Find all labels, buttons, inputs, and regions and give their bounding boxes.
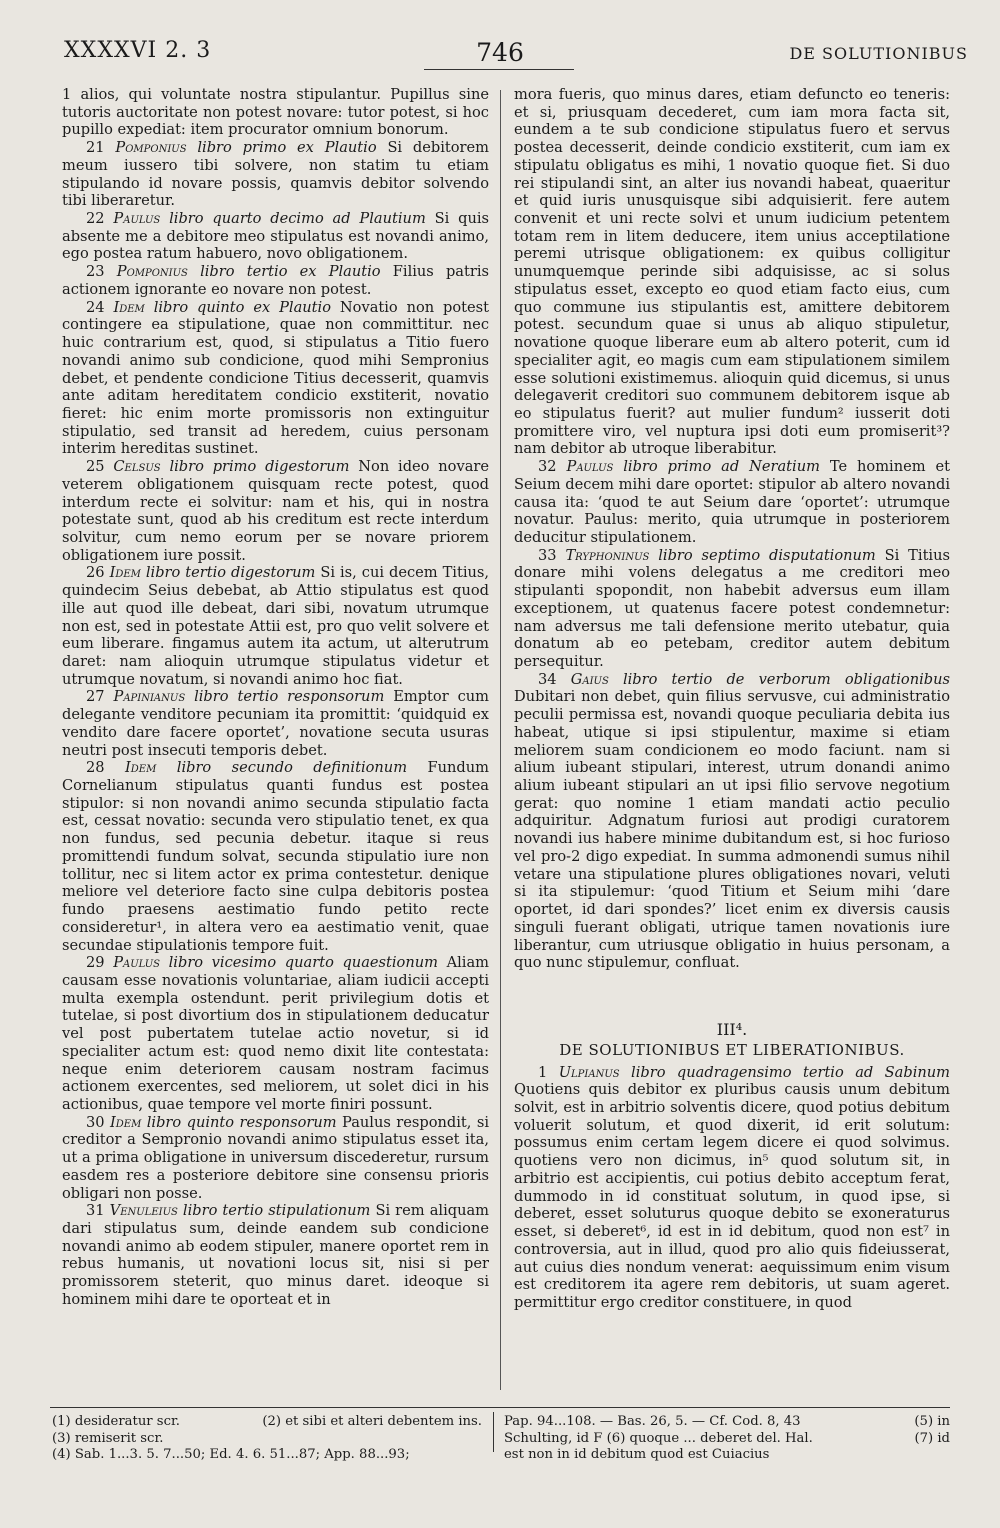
fragment-author: Paulus <box>113 210 161 228</box>
fragment-number: 22 <box>86 210 105 228</box>
footnote-text: Schulting, id F (6) quoque ... deberet del. Hal. <box>504 1430 813 1446</box>
fragment-paragraph <box>62 564 489 688</box>
fragment-source: libro tertio de verborum obligationibus <box>622 670 951 688</box>
fragment-number: 30 <box>86 1113 105 1131</box>
fragment-author: Idem <box>109 564 141 582</box>
fragment-text: Non ideo novare veterem obligationem quisquam recte potest, quod interdum recte ei solvitur: nam et his, qui in nostra potestate sunt, quod ab his creditum est recte interdum solvitur, cum nemo eorum per se novare priorem obligationem iure possit. <box>62 458 490 564</box>
fragment-number: 28 <box>86 759 105 777</box>
fragment-author: Tryphoninus <box>565 546 650 564</box>
footnote-line <box>504 1431 950 1448</box>
footnote-text: (2) et sibi et alteri debentem ins. <box>262 1414 482 1429</box>
footnote-line <box>504 1447 950 1464</box>
footnote-line <box>52 1447 482 1464</box>
fragment-source: libro vicesimo quarto quaestionum <box>168 954 438 972</box>
fragment-text: Si debitorem meum iussero tibi solvere, non statim tu etiam stipulando id novare possis, quamvis debitor solvendo tibi liberaretur. <box>62 139 489 210</box>
fragment-paragraph <box>62 263 489 298</box>
fragment-source: libro tertio stipulationum <box>182 1202 371 1220</box>
fragment-author: Celsus <box>113 458 161 476</box>
fragment-number: 33 <box>538 546 557 564</box>
footnote-text: Pap. 94...108. — Bas. 26, 5. — Cf. Cod. 8, 43 <box>504 1414 801 1429</box>
fragment-source: libro quadragensimo tertio ad Sabinum <box>631 1063 951 1081</box>
fragment-paragraph <box>514 547 950 671</box>
fragment-number: 24 <box>86 298 105 316</box>
footnote-text: est non in id debitum quod est Cuiacius <box>504 1447 770 1462</box>
fragment-source: libro quarto decimo ad Plautium <box>169 210 426 228</box>
fragment-text: Fundum Cornelianum stipulatus quanti fundus est postea stipulor: si non novandi animo secunda stipulatio facta est, cessat novatio: secunda vero stipulatio tenet, ex qua non fundus, sed pecunia debetur. itaque si reus promittendi fundum solvat, secunda stipulatio iure non tollitur, nec si litem actor ex prima contestetur. denique meliore vel deteriore facto sine culpa debitoris postea fundo praesens aestimatio fundo petito recte consideretur¹, in altera vero ea aestimatio venit, quae secundae stipulationis tempore fuit. <box>62 759 489 954</box>
fragment-text: Dubitari non debet, quin filius servusve, cui administratio peculii permissa est, novandi quoque peculiaria debita ius habeat, utique si ipsi stipulentur, maxime si etiam meliorem suam condicionem eo modo faciunt. nam si alium iubeant stipulari, interest, utrum donandi animo alium iubeant stipulari an ut ipsi filio servove negotium gerat: quo nomine 1 etiam mandati actio peculio adquiritur. Adgnatum furiosi aut prodigi curatorem novandi ius habere minime dubitandum est, si hoc furioso vel pro-2 digo expediat. In summa admonendi sumus nihil vetare una stipulatione plures obligationes novari, veluti si ita stipulemur: ‘quod Titium et Seium mihi ‘dare oportet, id dari spondes?’ licet enim ex diversis causis singuli fuerant obligati, utrique tamen novationis iure liberantur, cum utriusque obligatio in huius personam, a quo nunc stipulemur, confluat. <box>514 688 950 972</box>
left-text-column <box>62 86 489 1401</box>
fragment-number: 21 <box>86 139 105 157</box>
footnote-rule <box>50 1407 950 1408</box>
fragment-number: 34 <box>538 670 557 688</box>
fragment-author: Pomponius <box>116 263 188 281</box>
fragment-paragraph <box>62 759 489 954</box>
footnote-text: (1) desideratur scr. <box>52 1414 181 1429</box>
continuation-text: 1 alios, qui voluntate nostra stipulantur. Pupillus sine tutoris auctoritate non potest novare: tutor potest, si hoc pupillo expediat: item procurator omnium bonorum. <box>62 86 489 139</box>
fragment-text: Si is, cui decem Titius, quindecim Seius debebat, ab Attio stipulatus est quod ille aut quod ille debeat, dari sibi, novatum utrumque non est, sed in potestate Attii est, pro quo velit solvere et eum liberare. fingamus autem ita actum, ut alterutrum daret: nam alioquin utrumque stipulatus videtur et utrumque novatum, si novandi animo hoc fiat. <box>62 564 490 688</box>
footnote-line <box>52 1431 482 1448</box>
fragment-paragraph <box>514 1064 950 1312</box>
fragment-text: Quotiens quis debitor ex pluribus causis unum debitum solvit, est in arbitrio solventis dicere, quod potius debitum voluerit solutum, et quod dixerit, id erit solutum: possumus enim certam legem dicere ei quod solvimus. quotiens vero non dicimus, in⁵ quod solutum sit, in arbitrio est accipientis, cui potius debito acceptum ferat, dummodo in id constituat solutum, in quod ipse, si deberet, esset soluturus quoque debito se exoneraturus esset, si deberet⁶, id est in id debitum, quod non est⁷ in controversia, aut in illud, quod pro alio quis fideiusserat, aut cuius dies nondum venerat: aequissimum enim visum est creditorem ita agere rem debitoris, ut suam ageret. permittitur ergo creditor constituere, in quod <box>514 1081 950 1311</box>
fragment-source: libro tertio ex Plautio <box>200 263 381 281</box>
running-head-left: XXXXVI 2. 3 <box>64 38 212 63</box>
running-head-right: DE SOLUTIONIBUS <box>789 44 968 63</box>
fragment-source: libro quinto responsorum <box>146 1113 337 1131</box>
fragment-paragraph <box>62 954 489 1113</box>
right-text-column <box>514 86 950 1401</box>
fragment-author: Paulus <box>113 954 161 972</box>
fragment-author: Pomponius <box>115 139 187 157</box>
fragment-number: 1 <box>538 1063 548 1081</box>
fragment-paragraph <box>62 1114 489 1203</box>
fragment-author: Venuleius <box>109 1202 178 1220</box>
fragment-source: libro tertio digestorum <box>145 564 316 582</box>
fragment-number: 23 <box>86 263 105 281</box>
fragment-source: libro tertio responsorum <box>194 688 385 706</box>
fragment-source: libro primo ex Plautio <box>197 139 377 157</box>
header-rule <box>424 69 574 70</box>
fragment-paragraph <box>514 458 950 547</box>
fragment-text: Emptor cum delegante venditore pecuniam ita promittit: ‘quidquid ex vendito dare facere oportet’, novatione secuta usuras neutri post insecuti temporis debet. <box>62 688 490 759</box>
footnote-text: (7) id <box>914 1430 950 1446</box>
fragment-paragraph <box>62 299 489 458</box>
footnote-text: (4) Sab. 1...3. 5. 7...50; Ed. 4. 6. 51...87; App. 88...93; <box>52 1447 410 1462</box>
fragment-paragraph <box>62 688 489 759</box>
fragment-text: Te hominem et Seium decem mihi dare oportet: stipulor ab altero novandi causa ita: ‘quod te aut Seium dare ‘oportet’: utrumque novatur. Paulus: merito, quia utrumque in posteriorem deducitur stipulationem. <box>514 458 951 546</box>
fragment-source: libro primo digestorum <box>169 458 350 476</box>
fragment-text: Si quis absente me a debitore meo stipulatus est novandi animo, ego postea ratum habuero, novo obligationem. <box>62 210 490 263</box>
fragment-author: Idem <box>110 1113 142 1131</box>
fragment-number: 25 <box>86 458 105 476</box>
fragment-paragraph <box>62 1202 489 1308</box>
fragment-author: Idem <box>113 298 145 316</box>
fragment-text: Filius patris actionem ignorante eo novare non potest. <box>62 263 490 298</box>
fragment-text: Paulus respondit, si creditor a Sempronio novandi animo stipulatus esset ita, ut a prima obligatione in universum discederetur, rursum easdem res a posteriore debitore sine consensu prioris obligari non posse. <box>62 1113 489 1202</box>
section-title: DE SOLUTIONIBUS ET LIBERATIONIBUS. <box>559 1041 905 1060</box>
fragment-number: 32 <box>538 458 557 476</box>
fragment-paragraph <box>514 671 950 972</box>
fragment-author: Ulpianus <box>558 1063 620 1081</box>
footnote-text: (3) remiserit scr. <box>52 1430 164 1446</box>
fragment-number: 27 <box>86 688 105 706</box>
fragment-number: 29 <box>86 954 105 972</box>
fragment-text: Aliam causam esse novationis voluntariae, aliam iudicii accepti multa exempla ostendunt. perit privilegium dotis et tutelae, si post divortium dos in stipulationem deducatur vel post pubertatem tutelae actio novetur, si id specialiter actum est: quod nemo dixit lite contestata: neque enim deteriorem causam nostram facimus actionem exercentes, sed meliorem, ut solet dici in his actionibus, quae tempore vel morte finiri possunt. <box>62 954 490 1113</box>
fragment-number: 31 <box>86 1202 105 1220</box>
fragment-author: Gaius <box>570 670 609 688</box>
fragment-paragraph <box>62 458 489 564</box>
footnote-line <box>504 1414 950 1431</box>
footnote-line <box>52 1414 482 1431</box>
fragment-source: libro septimo disputationum <box>658 546 876 564</box>
fragment-author: Paulus <box>566 458 614 476</box>
fragment-paragraph <box>62 210 489 263</box>
fragment-author: Papinianus <box>113 688 186 706</box>
section-number: III⁴. <box>716 1019 748 1039</box>
page-number: 746 <box>476 38 524 67</box>
fragment-text: Novatio non potest contingere ea stipulatione, quae non committitur. nec huic contrarium est, quod, si stipulatus a Titio fuero novandi animo sub condicione, quod mihi Sempronius debet, et pendente condicione Titius decesserit, quamvis ante aditam hereditatem condicio exstiterit, novatio fieret: hic enim morte promissoris non extinguitur stipulatio, sed transit ad heredem, cuius personam interim hereditas sustinet. <box>62 298 490 458</box>
continuation-text: mora fueris, quo minus dares, etiam defuncto eo teneris: et si, priusquam decederet, cum iam mora facta sit, eundem a te sub condicione stipulatus fuero et servus postea decesserit, deinde condicio exstiterit, cum iam ex stipulatu obligatus es mihi, 1 novatio quoque fiet. Si duo rei stipulandi sint, an alter ius novandi habeat, quaeritur et quid iuris unusquisque sibi adquisierit. fere autem convenit et uni recte solvi et unum iudicium petentem totam rem in litem deducere, item unius acceptilatione peremi utrisque obligationem: ex quibus colligitur unumquemque perinde sibi adquisisse, ac si solus stipulatus esset, excepto eo quod etiam facto eius, cum quo commune ius stipulantis est, amittere debitorem potest. secundum quae si unus ab aliquo stipuletur, novatione quoque liberare eum ab altero poterit, cum id specialiter agit, eo magis cum eam stipulationem similem esse solutioni existimemus. alioquin quid dicemus, si unus delegaverit creditori suo communem debitorem isque ab eo stipulatus fuerit? aut mulier fundum² iusserit doti promittere viro, vel nuptura ipsi doti eum promiserit³? nam debitor ab utroque liberabitur. <box>514 86 950 458</box>
fragment-source: libro secundo definitionum <box>176 759 408 777</box>
fragment-text: Si Titius donare mihi volens delegatus a me creditori meo stipulanti spopondit, non habebit adversus eum illam exceptionem, ut quatenus facere potest condemnetur: nam adversus me tali defensione merito utebatur, quia donatum ab eo petebam, creditor autem debitum persequitur. <box>514 546 950 670</box>
fragment-author: Idem <box>125 759 157 777</box>
footnote-text: (5) in <box>914 1414 950 1429</box>
footnotes-left <box>52 1414 482 1464</box>
fragment-source: libro quinto ex Plautio <box>153 298 331 316</box>
footnotes-right <box>504 1414 950 1464</box>
fragment-number: 26 <box>86 564 105 582</box>
fragment-source: libro primo ad Neratium <box>623 458 820 476</box>
fragment-paragraph <box>62 139 489 210</box>
footnote-divider <box>493 1412 494 1452</box>
fragment-text: Si rem aliquam dari stipulatus sum, deinde eandem sub condicione novandi animo ab eodem stipuler, manere oportet rem in rebus humanis, ut novationi locus sit, nisi si per promissorem steterit, quo minus daret. ideoque si hominem mihi dare te oporteat et in <box>62 1202 490 1308</box>
column-divider <box>500 90 501 1390</box>
